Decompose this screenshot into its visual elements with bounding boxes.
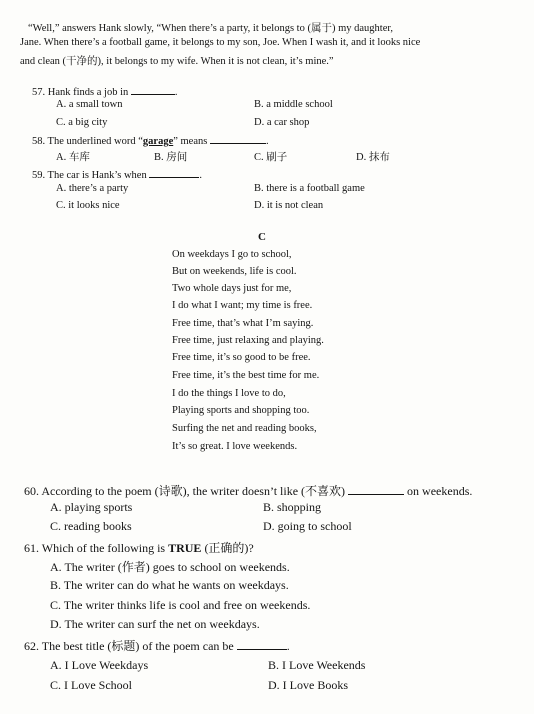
poem-line: Free time, that’s what I’m saying. bbox=[172, 318, 314, 329]
passage-line-1: “Well,” answers Hank slowly, “When there’s a party, it belongs to (属于) my daughter, bbox=[28, 23, 394, 34]
option-60-d[interactable]: D. going to school bbox=[263, 519, 352, 533]
underlined-word: garage bbox=[142, 136, 174, 147]
option-62-d[interactable]: D. I Love Books bbox=[268, 678, 348, 692]
question-61-keyword: TRUE bbox=[168, 541, 202, 555]
poem-line: I do the things I love to do, bbox=[172, 388, 286, 399]
question-58-stem bbox=[32, 133, 269, 147]
option-57-d[interactable]: D. a car shop bbox=[254, 117, 310, 128]
question-62-stem bbox=[24, 637, 290, 654]
option-58-d[interactable]: D. 抹布 bbox=[356, 152, 390, 163]
answer-blank-60[interactable] bbox=[348, 484, 404, 495]
question-59-text: 59. The car is Hank’s when bbox=[32, 170, 147, 181]
question-57-stem bbox=[32, 84, 178, 98]
option-58-a[interactable]: A. 车库 bbox=[56, 152, 90, 163]
question-57-end: . bbox=[174, 87, 178, 98]
question-60-end: on weekends. bbox=[407, 484, 473, 498]
passage-line-3: and clean (干净的), it belongs to my wife. When it is not clean, it’s mine.” bbox=[20, 56, 334, 67]
question-59-stem bbox=[32, 167, 202, 181]
poem-line: But on weekends, life is cool. bbox=[172, 266, 297, 277]
question-60-text: 60. According to the poem (诗歌), the writer doesn’t like (不喜欢) bbox=[24, 484, 346, 498]
option-61-a[interactable]: A. The writer (作者) goes to school on weekends. bbox=[50, 560, 290, 574]
question-59-end: . bbox=[199, 170, 202, 181]
section-heading: C bbox=[258, 231, 266, 243]
poem-line: Surfing the net and reading books, bbox=[172, 423, 317, 434]
question-58-end: . bbox=[265, 136, 269, 147]
answer-blank-57[interactable] bbox=[131, 84, 175, 95]
answer-blank-59[interactable] bbox=[149, 167, 199, 178]
answer-blank-62[interactable] bbox=[237, 639, 287, 650]
question-62-text: 62. The best title (标题) of the poem can be bbox=[24, 639, 234, 653]
poem-line: On weekdays I go to school, bbox=[172, 249, 292, 260]
question-60-stem bbox=[24, 482, 472, 499]
question-61-text-post: (正确的)? bbox=[201, 541, 254, 555]
option-57-a[interactable]: A. a small town bbox=[56, 99, 123, 110]
option-59-c[interactable]: C. it looks nice bbox=[56, 200, 120, 211]
poem-line: Playing sports and shopping too. bbox=[172, 405, 310, 416]
poem-line: I do what I want; my time is free. bbox=[172, 300, 313, 311]
question-58-text-post: ” means bbox=[173, 136, 208, 147]
poem-line: Two whole days just for me, bbox=[172, 283, 292, 294]
question-61-stem bbox=[24, 539, 254, 556]
poem-line: Free time, it’s the best time for me. bbox=[172, 370, 320, 381]
poem-line: Free time, just relaxing and playing. bbox=[172, 335, 324, 346]
option-60-c[interactable]: C. reading books bbox=[50, 519, 132, 533]
option-59-a[interactable]: A. there’s a party bbox=[56, 183, 129, 194]
question-58-text-pre: 58. The underlined word “ bbox=[32, 136, 143, 147]
question-61-text-pre: 61. Which of the following is bbox=[24, 541, 169, 555]
option-60-a[interactable]: A. playing sports bbox=[50, 500, 133, 514]
option-57-c[interactable]: C. a big city bbox=[56, 117, 108, 128]
option-57-b[interactable]: B. a middle school bbox=[254, 99, 333, 110]
poem-line: Free time, it’s so good to be free. bbox=[172, 352, 311, 363]
question-62-end: . bbox=[286, 639, 290, 653]
option-60-b[interactable]: B. shopping bbox=[263, 500, 322, 514]
option-62-b[interactable]: B. I Love Weekends bbox=[268, 658, 366, 672]
option-58-b[interactable]: B. 房间 bbox=[154, 152, 188, 163]
passage-line-2: Jane. When there’s a football game, it belongs to my son, Joe. When I wash it, and it looks nice bbox=[20, 37, 421, 48]
option-61-c[interactable]: C. The writer thinks life is cool and free on weekends. bbox=[50, 598, 311, 612]
option-62-c[interactable]: C. I Love School bbox=[50, 678, 132, 692]
option-62-a[interactable]: A. I Love Weekdays bbox=[50, 658, 149, 672]
option-61-b[interactable]: B. The writer can do what he wants on weekdays. bbox=[50, 578, 289, 592]
option-61-d[interactable]: D. The writer can surf the net on weekdays. bbox=[50, 617, 260, 631]
option-59-b[interactable]: B. there is a football game bbox=[254, 183, 365, 194]
poem-line: It’s so great. I love weekends. bbox=[172, 441, 298, 452]
option-58-c[interactable]: C. 刷子 bbox=[254, 152, 288, 163]
question-57-text: 57. Hank finds a job in bbox=[32, 87, 129, 98]
answer-blank-58[interactable] bbox=[210, 133, 266, 144]
option-59-d[interactable]: D. it is not clean bbox=[254, 200, 324, 211]
